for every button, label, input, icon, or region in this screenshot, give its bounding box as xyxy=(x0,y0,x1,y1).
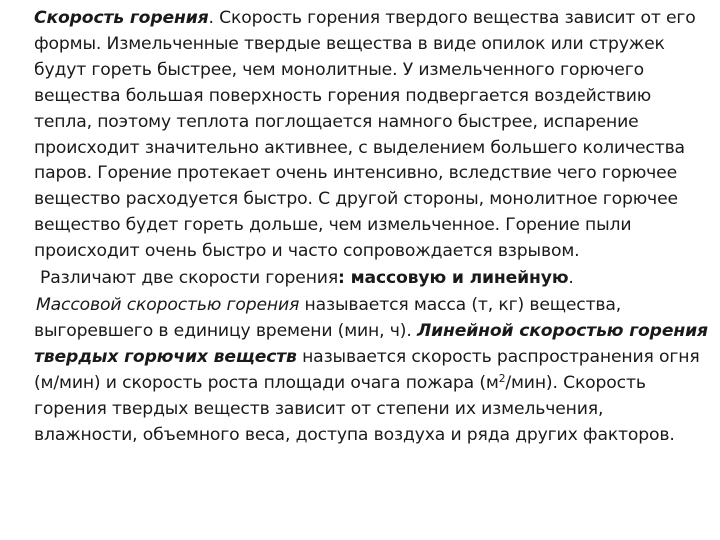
term-burning-rate: Скорость горения xyxy=(34,8,209,28)
two-rates-lead: Различают две скорости горения xyxy=(40,268,339,289)
two-rates-colon: : xyxy=(338,268,345,289)
superscript-2: 2 xyxy=(498,371,506,385)
term-linear-rate: Линейной скоростью горения твердых горючих веществ xyxy=(34,320,708,367)
paragraph-definitions xyxy=(34,293,710,448)
paragraph-1-text: . Скорость горения твердого вещества зависит от его формы. Измельченные твердые вещества в виде опилок или стружек будут гореть быстрее, чем монолитные. У измельченного горючего вещества большая поверхность горения подвергается воздействию тепла, поэтому теплота поглощается намного быстрее, испарение происходит значительно активнее, с выделением большего количества паров. Горение протекает очень интенсивно, вследствие чего горючее вещество расходуется быстро. С другой стороны, монолитное горючее вещество будет гореть дольше, чем измельченное. Горение пыли происходит очень быстро и часто сопровождается взрывом. xyxy=(34,8,696,262)
two-rates-types: массовую и линейную xyxy=(344,268,569,289)
paragraph-burning-rate xyxy=(34,6,710,265)
mass-rate-definition: называется масса (т, кг) вещества, выгоревшего в единицу времени (мин, ч). xyxy=(34,294,622,341)
term-mass-rate: Массовой скоростью горения xyxy=(36,294,300,315)
linear-rate-definition-end: /мин). Скорость горения твердых веществ зависит от степени их измельчения, влажности, объемного веса, доступа воздуха и ряда других факторов. xyxy=(34,372,675,445)
paragraph-two-rates xyxy=(34,266,710,292)
two-rates-end: . xyxy=(568,268,574,289)
linear-rate-definition: называется скорость распространения огня (м/мин) и скорость роста площади очага пожара (м xyxy=(34,346,700,393)
